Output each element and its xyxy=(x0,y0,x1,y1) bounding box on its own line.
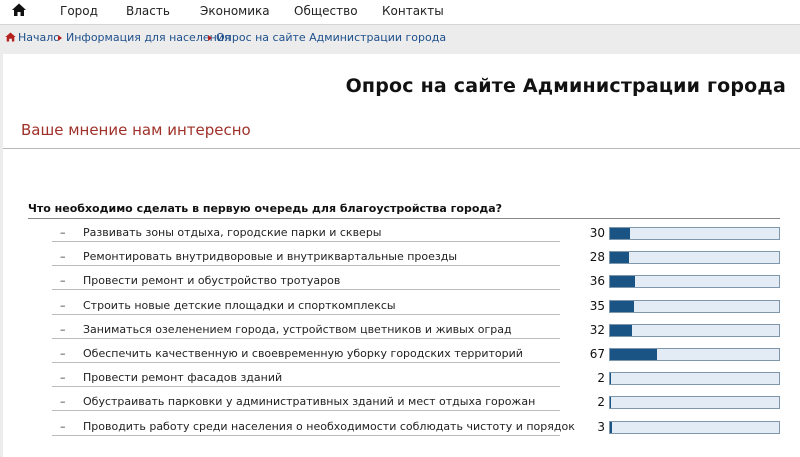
breadcrumb-info[interactable]: Информация для населения xyxy=(66,31,231,44)
option-vote-count: 67 xyxy=(589,347,605,361)
option-dash: – xyxy=(60,226,66,239)
option-dash: – xyxy=(60,395,66,409)
option-vote-count: 30 xyxy=(589,226,605,240)
row-divider xyxy=(52,265,560,266)
nav-item-city[interactable]: Город xyxy=(60,4,98,18)
option-dash: – xyxy=(60,274,66,288)
breadcrumb xyxy=(0,26,800,48)
row-divider xyxy=(52,338,560,339)
divider xyxy=(3,148,800,149)
row-divider xyxy=(52,241,560,242)
option-vote-count: 28 xyxy=(589,250,605,265)
option-label: Развивать зоны отдыха, городские парки и скверы xyxy=(83,226,382,239)
option-label: Провести ремонт фасадов зданий xyxy=(83,371,283,385)
option-dash: – xyxy=(60,322,66,336)
option-progress-bar xyxy=(609,324,780,337)
nav-item-authority[interactable]: Власть xyxy=(126,4,170,18)
breadcrumb-current[interactable]: Опрос на сайте Администрации города xyxy=(216,31,447,44)
poll-option-row xyxy=(3,319,800,343)
option-vote-count: 2 xyxy=(597,371,605,386)
option-vote-count: 35 xyxy=(589,298,605,313)
poll-option-row xyxy=(3,295,800,319)
poll-option-row xyxy=(3,343,800,367)
option-progress-bar xyxy=(609,421,780,434)
option-progress-bar xyxy=(609,300,780,313)
option-vote-count: 2 xyxy=(597,395,605,410)
option-progress-fill xyxy=(610,373,611,384)
option-progress-fill xyxy=(610,252,629,263)
option-progress-fill xyxy=(610,228,630,239)
option-progress-fill xyxy=(610,422,612,433)
row-divider xyxy=(52,435,560,436)
row-divider xyxy=(52,289,560,290)
poll-option-row xyxy=(3,246,800,270)
breadcrumb-home[interactable]: Начало xyxy=(18,31,61,44)
poll-option-row xyxy=(3,391,800,415)
option-vote-count: 36 xyxy=(589,274,605,289)
row-divider xyxy=(52,362,560,363)
poll-option-row xyxy=(3,367,800,391)
option-progress-bar xyxy=(609,227,780,240)
option-label: Обеспечить качественную и своевременную уборку городских территорий xyxy=(83,347,523,360)
option-progress-bar xyxy=(609,348,780,361)
option-dash: – xyxy=(60,419,66,433)
option-vote-count: 32 xyxy=(589,322,605,337)
option-dash: – xyxy=(60,371,66,385)
option-progress-bar xyxy=(609,396,780,409)
top-navigation xyxy=(0,0,800,25)
option-progress-fill xyxy=(610,397,611,408)
home-icon[interactable] xyxy=(5,32,16,42)
row-divider xyxy=(52,386,560,387)
option-progress-bar xyxy=(609,251,780,264)
option-label: Заниматься озеленением города, устройством цветников и живых оград xyxy=(83,322,512,336)
page-title: Опрос на сайте Администрации города xyxy=(345,75,786,97)
option-dash: – xyxy=(60,347,66,360)
nav-item-economy[interactable]: Экономика xyxy=(200,4,270,18)
poll-question: Что необходимо сделать в первую очередь для благоустройства города? xyxy=(28,202,503,215)
row-divider xyxy=(52,314,560,315)
option-progress-fill xyxy=(610,301,634,312)
option-label: Строить новые детские площадки и спорткомплексы xyxy=(83,298,396,312)
home-icon[interactable] xyxy=(11,2,27,18)
option-progress-bar xyxy=(609,372,780,385)
option-progress-fill xyxy=(610,325,632,336)
option-label: Ремонтировать внутридворовые и внутриквартальные проезды xyxy=(83,250,458,264)
triangle-right-icon xyxy=(58,35,62,41)
option-dash: – xyxy=(60,298,66,312)
row-divider xyxy=(52,410,560,411)
option-progress-bar xyxy=(609,275,780,288)
option-dash: – xyxy=(60,250,66,264)
content-panel xyxy=(3,54,800,457)
triangle-right-icon xyxy=(208,35,212,41)
poll-option-row xyxy=(3,416,800,440)
option-label: Провести ремонт и обустройство тротуаров xyxy=(83,274,341,288)
poll-option-row xyxy=(3,270,800,294)
option-progress-fill xyxy=(610,349,657,360)
divider xyxy=(28,218,780,219)
poll-option-row xyxy=(3,222,800,246)
nav-item-contacts[interactable]: Контакты xyxy=(382,4,444,18)
nav-item-society[interactable]: Общество xyxy=(294,4,358,18)
option-label: Проводить работу среди населения о необходимости соблюдать чистоту и порядок xyxy=(83,419,575,433)
option-vote-count: 3 xyxy=(597,419,605,434)
option-label: Обустраивать парковки у административных зданий и мест отдыха горожан xyxy=(83,395,536,409)
section-subtitle: Ваше мнение нам интересно xyxy=(21,121,251,139)
option-progress-fill xyxy=(610,276,635,287)
